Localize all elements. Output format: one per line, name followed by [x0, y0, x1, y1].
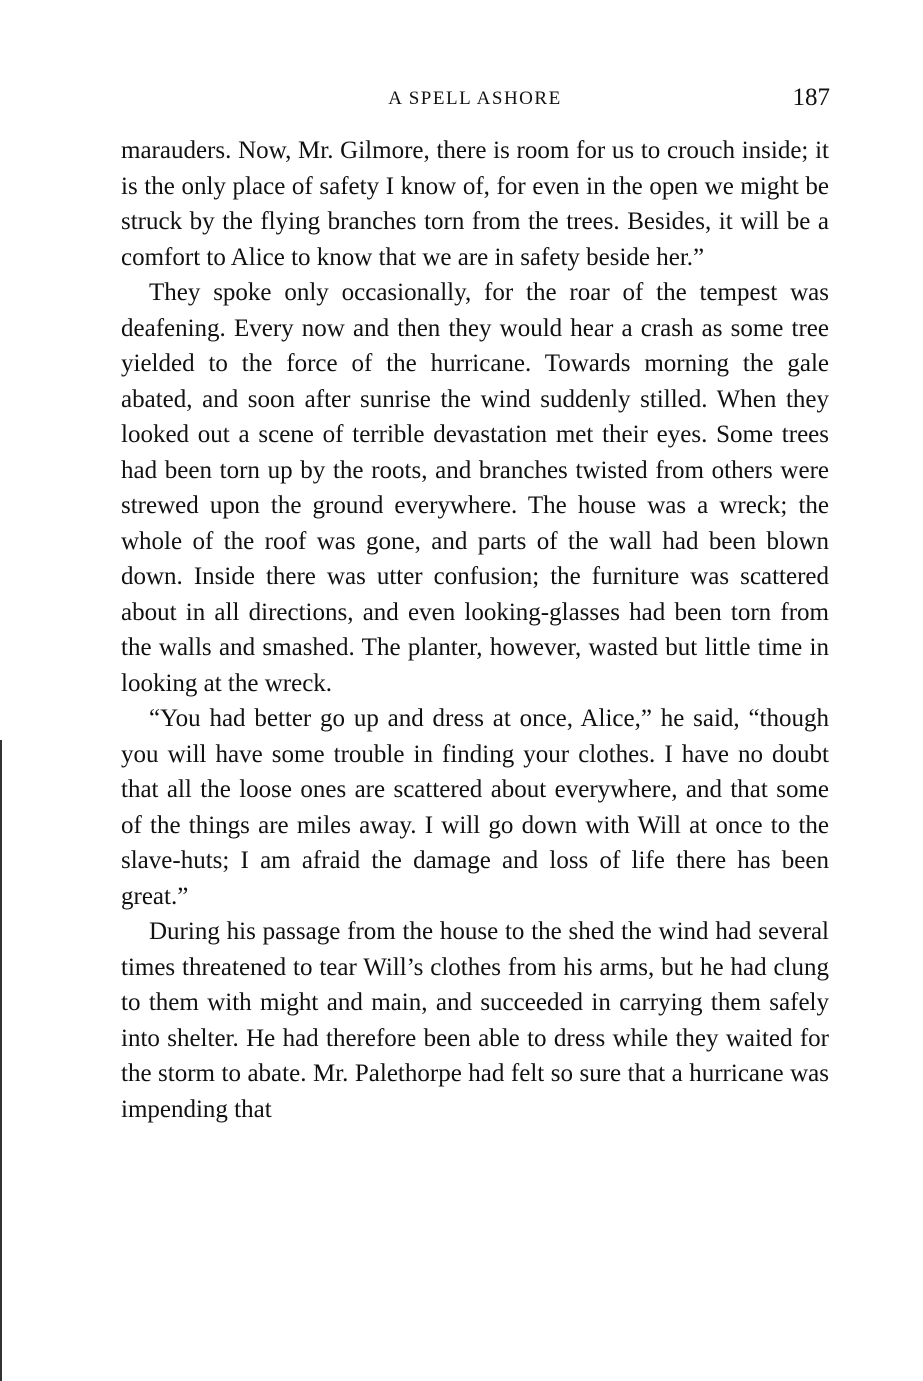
paragraph: marauders. Now, Mr. Gilmore, there is room for us to crouch inside; it is the only place of safety I know of, for even in the open we might be struck by the flying branches torn from the trees. Besides, it will be a comfort to Alice to know that we are in safety beside her.” — [121, 137, 829, 271]
paragraph: They spoke only occasionally, for the roar of the tempest was deafening. Every now and then they would hear a crash as some tree yielded to the force of the hurricane. Towards morning the gale abated, and soon after sunrise the wind suddenly stilled. When they looked out a scene of terrible devastation met their eyes. Some trees had been torn up by the roots, and branches twisted from others were strewed upon the ground everywhere. The house was a wreck; the whole of the roof was gone, and parts of the wall had been blown down. Inside there was utter confusion; the furniture was scattered about in all directions, and even looking-glasses had been torn from the walls and smashed. The planter, however, wasted but little time in looking at the wreck. — [121, 279, 829, 697]
paragraph: During his passage from the house to the shed the wind had several times threatened to tear Will’s clothes from his arms, but he had clung to them with might and main, and succeeded in carrying them safely into shelter. He had therefore been able to dress while they waited for the storm to abate. Mr. Palethorpe had felt so sure that a hurricane was impending that — [121, 918, 829, 1123]
running-title: A SPELL ASHORE — [388, 88, 562, 109]
page-number: 187 — [792, 84, 830, 111]
body-text — [121, 133, 829, 1127]
page-edge-line — [0, 740, 2, 1381]
running-header — [120, 84, 830, 120]
paragraph: “You had better go up and dress at once, Alice,” he said, “though you will have some trouble in finding your clothes. I have no doubt that all the loose ones are scattered about everywhere, and that some of the things are miles away. I will go down with Will at once to the slave-huts; I am afraid the damage and loss of life there has been great.” — [121, 705, 829, 910]
